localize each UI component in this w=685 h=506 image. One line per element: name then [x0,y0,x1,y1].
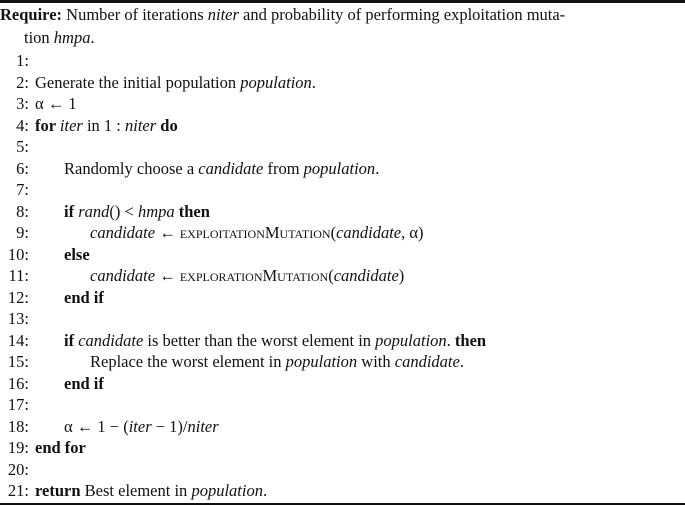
line-number: 2: [16,72,29,92]
statement-text: ← [155,266,180,285]
keyword: return [35,481,85,500]
keyword: do [156,115,178,135]
statement-text: with [357,352,395,371]
statement-text: . [375,158,380,178]
variable: population [375,330,447,350]
keyword: end if [64,287,104,307]
function-name: explorationMutation [179,266,329,285]
statement-text: Randomly choose a [64,158,199,178]
variable: population [303,158,376,178]
line-number: 8: [16,201,29,221]
require-niter: niter [207,5,239,24]
keyword: for [35,115,60,135]
line-number: 9: [16,223,29,242]
statement-text: α ← 1 [35,94,77,113]
variable: candidate [333,266,399,285]
statement [64,373,104,394]
statement [64,287,104,308]
statement-text: from [263,158,304,178]
statement [64,416,219,437]
line-number: 19: [7,438,29,457]
statement [64,201,210,222]
variable: candidate [394,352,460,371]
statement-text: ( [328,266,334,285]
variable: hmpa [137,201,175,221]
variable: candidate [198,158,264,178]
statement-text: () < [109,201,138,221]
variable: candidate [336,223,402,242]
require-text: and probability of performing exploitation muta- [238,5,566,24]
keyword: end if [64,373,104,393]
require-hmpa: hmpa [53,28,91,47]
statement-text: α ← 1 − ( [64,416,129,436]
statement-text: . [311,72,316,92]
statement [64,244,90,265]
line-number: 14: [7,330,29,350]
variable: niter [187,416,219,436]
require-text: . [90,28,95,47]
require-label: Require: [0,5,63,24]
keyword: else [64,244,90,264]
line-number: 7: [16,180,29,199]
statement-text: , α) [401,223,424,242]
statement [64,330,486,351]
statement-text: . [446,330,455,350]
variable: candidate [90,223,156,242]
line-number: 16: [7,373,29,393]
statement-text: Replace the worst element in [90,352,286,371]
line-number: 3: [16,94,29,113]
line-number: 11: [8,266,29,285]
statement [35,72,316,93]
require-block [0,3,680,49]
statement [35,93,77,114]
line-number: 18: [7,416,29,436]
variable: candidate [78,330,144,350]
line-number: 5: [16,137,29,156]
variable: candidate [90,266,156,285]
statement [64,158,379,179]
keyword: end for [35,438,86,457]
statement [35,115,178,136]
statement-text: ( [330,223,337,242]
statement-text: ) [398,266,405,285]
line-number: 10: [7,244,29,264]
statement-text: . [459,352,464,371]
line-number: 17: [7,395,29,414]
line-number: 12: [7,287,29,307]
keyword: if [64,330,79,350]
variable: niter [125,115,157,135]
line-number: 6: [16,158,29,178]
statement-text: is better than the worst element in [143,330,376,350]
require-text: Number of iterations [62,5,208,24]
line-number: 21: [7,481,29,500]
statement [90,222,424,243]
bottom-rule [0,503,685,505]
statement [35,480,267,501]
line-number: 1: [16,51,29,70]
keyword: then [454,330,487,350]
statement [90,265,404,286]
keyword: then [174,201,210,221]
variable: iter [59,115,83,135]
statement-text: Best element in [84,481,192,500]
variable: rand [78,201,110,221]
keyword: if [64,201,79,221]
statement-text: ← [155,223,180,242]
variable: population [285,352,358,371]
variable: population [191,481,263,500]
function-name: exploitationMutation [179,223,331,242]
line-number: 20: [7,459,29,479]
line-number: 13: [7,309,29,328]
require-text: tion [24,28,54,47]
variable: population [240,72,312,92]
statement-text: − 1)/ [151,416,188,436]
statement [35,437,86,458]
statement-text: Generate the initial population [35,72,241,92]
statement-text: in 1 : [82,115,125,135]
line-number: 4: [16,115,29,135]
statement-text: . [262,481,268,500]
line-number: 15: [7,352,29,371]
variable: iter [128,416,152,436]
statement [90,351,464,372]
